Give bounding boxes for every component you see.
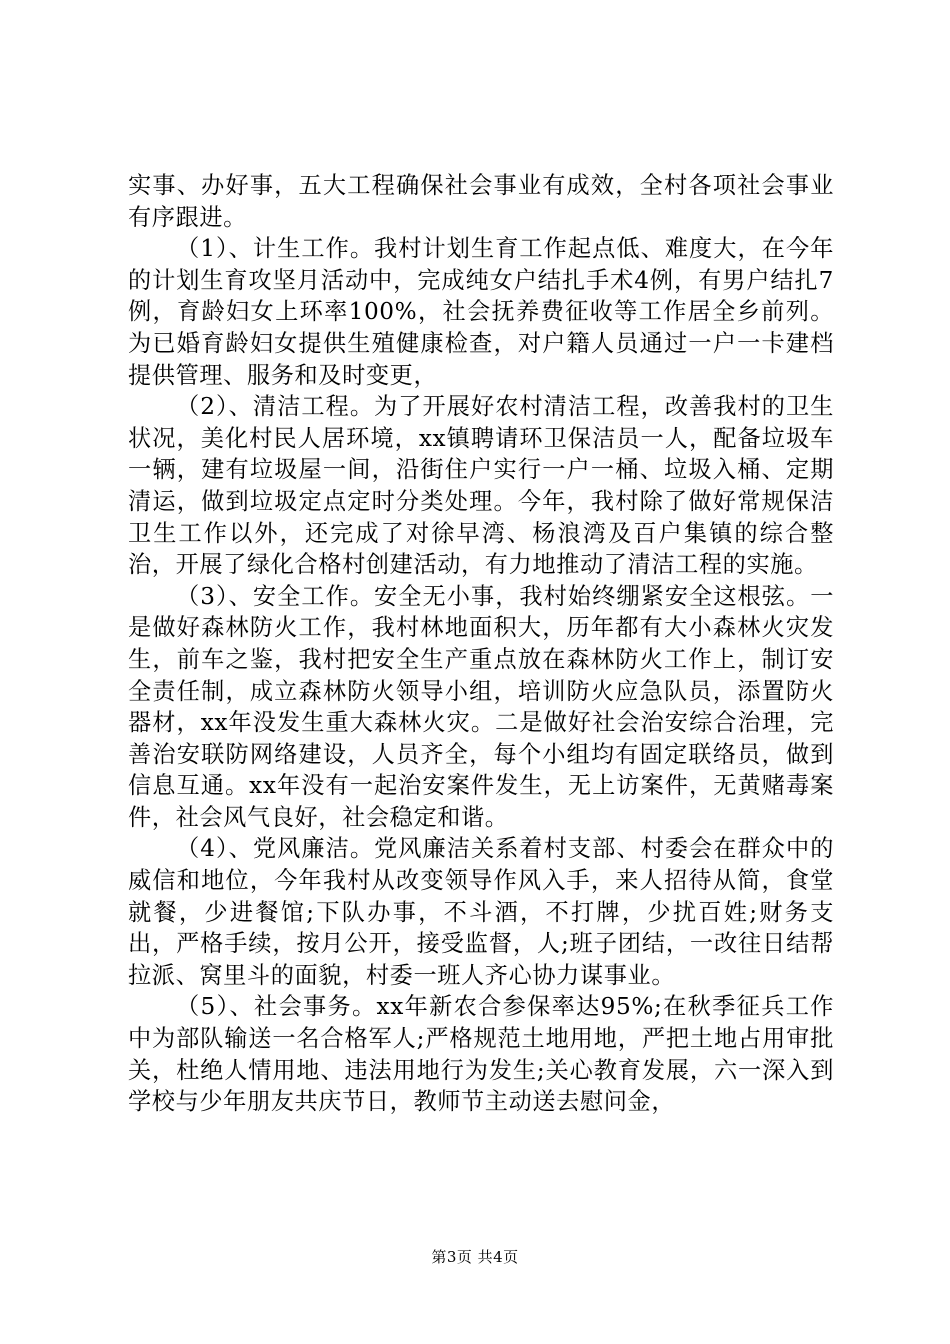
paragraph-party-integrity: （4）、党风廉洁。党风廉洁关系着村支部、村委会在群众中的威信和地位，今年我村从改变领导作风入手，来人招待从简，食堂就餐，少进餐馆;下队办事，不斗酒，不打牌，少扰百姓;财务支出，严格手续，按月公开，接受监督，人;班子团结，一改往日结帮拉派、窝里斗的面貌，村委一班人齐心协力谋事业。 [128, 835, 834, 989]
paragraph-social-affairs: （5）、社会事务。xx年新农合参保率达95%;在秋季征兵工作中为部队输送一名合格军人;严格规范土地用地，严把土地占用审批关，杜绝人情用地、违法用地行为发生;关心教育发展，六一深入到学校与少年朋友共庆节日，教师节主动送去慰问金， [128, 993, 834, 1116]
paragraph-continued-intro: 实事、办好事，五大工程确保社会事业有成效，全村各项社会事业有序跟进。 [128, 172, 834, 231]
paragraph-cleaning-project: （2）、清洁工程。为了开展好农村清洁工程，改善我村的卫生状况，美化村民人居环境，xx镇聘请环卫保洁员一人，配备垃圾车一辆，建有垃圾屋一间，沿街住户实行一户一桶、垃圾入桶、定期清运，做到垃圾定点定时分类处理。今年，我村除了做好常规保洁卫生工作以外，还完成了对徐早湾、杨浪湾及百户集镇的综合整治，开展了绿化合格村创建活动，有力地推动了清洁工程的实施。 [128, 393, 834, 579]
page-number-footer: 第3页 共4页 [431, 1248, 519, 1266]
document-body [128, 170, 834, 1118]
paragraph-family-planning: （1）、计生工作。我村计划生育工作起点低、难度大，在今年的计划生育攻坚月活动中，完成纯女户结扎手术4例，有男户结扎7例，育龄妇女上环率100%，社会抚养费征收等工作居全乡前列。为已婚育龄妇女提供生殖健康检查，对户籍人员通过一户一卡建档提供管理、服务和及时变更， [128, 235, 834, 389]
paragraph-safety-work: （3）、安全工作。安全无小事，我村始终绷紧安全这根弦。一是做好森林防火工作，我村林地面积大，历年都有大小森林火灾发生，前车之鉴，我村把安全生产重点放在森林防火工作上，制订安全责任制，成立森林防火领导小组，培训防火应急队员，添置防火器材，xx年没发生重大森林火灾。二是做好社会治安综合治理，完善治安联防网络建设，人员齐全，每个小组均有固定联络员，做到信息互通。xx年没有一起治安案件发生，无上访案件，无黄赌毒案件，社会风气良好，社会稳定和谐。 [128, 582, 834, 831]
